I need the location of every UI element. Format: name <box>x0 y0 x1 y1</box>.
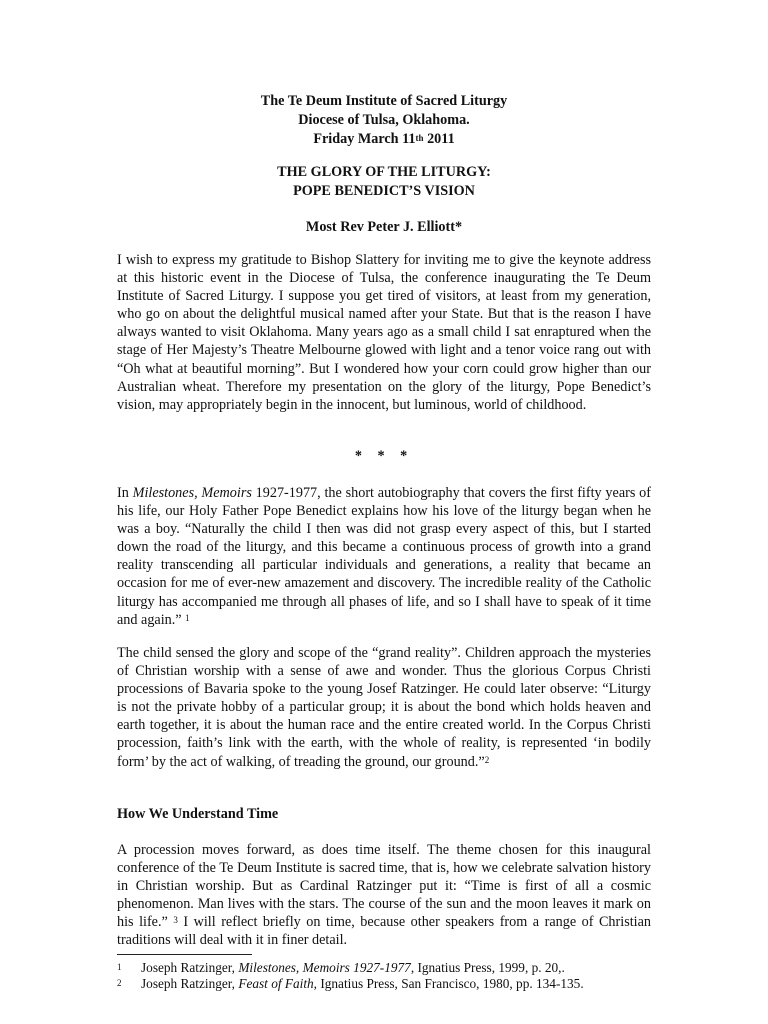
footnote-ref-3[interactable]: 3 <box>173 915 178 926</box>
book-title-milestones: Milestones, Memoirs <box>132 485 252 501</box>
paragraph-milestones <box>117 484 651 629</box>
footnote-lead: Joseph Ratzinger, <box>141 960 239 975</box>
date-prefix: Friday March 11 <box>313 131 416 147</box>
p2-text: 1927-1977, the short autobiography that covers the first fifty years of his life, our Holy Father Pope Benedict explains how his love of the liturgy began when he was a boy. “Naturally the child I then was did not grasp every aspect of this, but I started down the road of the liturgy, and this became a continuous process of growth into a grand reality transcending all particular individuals and generations, a reality that became an occasion for me of ever-new amazement and discovery. The incredible reality of the Catholic liturgy has accompanied me through all phases of life, and so I shall have to speak of it time and again.” <box>117 485 651 628</box>
section-separator: * * * <box>354 448 414 464</box>
footnote-divider <box>117 954 252 955</box>
paragraph-intro <box>117 251 651 414</box>
institute-name: The Te Deum Institute of Sacred Liturgy <box>260 93 508 109</box>
title-line-1: THE GLORY OF THE LITURGY: <box>277 164 491 180</box>
footnote-title: Feast of Faith <box>238 976 314 991</box>
document-header <box>0 92 768 149</box>
document-title <box>0 163 768 201</box>
section-heading: How We Understand Time <box>117 806 279 822</box>
footnote-ref-2[interactable]: 2 <box>484 754 490 765</box>
footnote-lead: Joseph Ratzinger, <box>141 976 239 991</box>
diocese-name: Diocese of Tulsa, Oklahoma. <box>298 112 470 128</box>
footnote-2 <box>117 976 584 992</box>
p2-lead: In <box>117 485 133 501</box>
footnote-rest: , Ignatius Press, San Francisco, 1980, pp. 134-135. <box>313 976 584 991</box>
footnote-number: 2 <box>117 978 122 988</box>
title-line-2: POPE BENEDICT’S VISION <box>293 183 475 199</box>
paragraph-corpus-christi <box>117 644 651 771</box>
p3-text: The child sensed the glory and scope of the “grand reality”. Children approach the mysteries of Christian worship with a sense of awe and wonder. Thus the glorious Corpus Christi processions of Bavaria spoke to the young Josef Ratzinger. He could later observe: “Liturgy is not the private hobby of a particular group; it is about the bond which holds heaven and earth together, it is about the human race and the entire created world. In the Corpus Christi procession, faith’s link with the earth, with the whole of reality, is represented ‘in bodily form’ by the act of walking, of treading the ground, our ground.” <box>117 645 651 770</box>
event-date <box>0 130 768 149</box>
footnote-ref-1[interactable]: 1 <box>185 612 190 623</box>
footnote-1 <box>117 960 565 976</box>
date-year: 2011 <box>423 131 455 147</box>
paragraph-time <box>117 841 651 950</box>
footnote-rest: , Ignatius Press, 1999, p. 20,. <box>410 960 565 975</box>
footnote-title: Milestones, Memoirs 1927-1977 <box>238 960 411 975</box>
date-ordinal-suffix: th <box>415 133 424 143</box>
footnote-number: 1 <box>117 962 122 972</box>
p4-text-b: I will reflect briefly on time, because other speakers from a range of Christian traditions will deal with it in finer detail. <box>117 914 651 949</box>
paragraph-intro-text: I wish to express my gratitude to Bishop Slattery for inviting me to give the keynote address at this historic event in the Diocese of Tulsa, the conference inaugurating the Te Deum Institute of Sacred Liturgy. I suppose you get tired of visitors, at least from my generation, who go on about the delightful musical named after your State. But that is the reason I have always wanted to visit Oklahoma. Many years ago as a small child I sat enraptured when the stage of Her Majesty’s Theatre Melbourne glowed with light and a tenor voice rang out with “Oh what at beautiful morning”. But I wondered how your corn could grow higher than our Australian wheat. Therefore my presentation on the glory of the liturgy, Pope Benedict’s vision, may appropriately begin in the innocent, but luminous, world of childhood. <box>117 252 651 413</box>
author-name: Most Rev Peter J. Elliott* <box>305 219 463 235</box>
p4-text-a: A procession moves forward, as does time itself. The theme chosen for this inaugural conference of the Te Deum Institute is sacred time, that is, how we celebrate salvation history in Christian worship. But as Cardinal Ratzinger put it: “Time is first of all a cosmic phenomenon. Man lives with the stars. The course of the sun and the moon leaves it mark on his life.” <box>117 842 651 931</box>
